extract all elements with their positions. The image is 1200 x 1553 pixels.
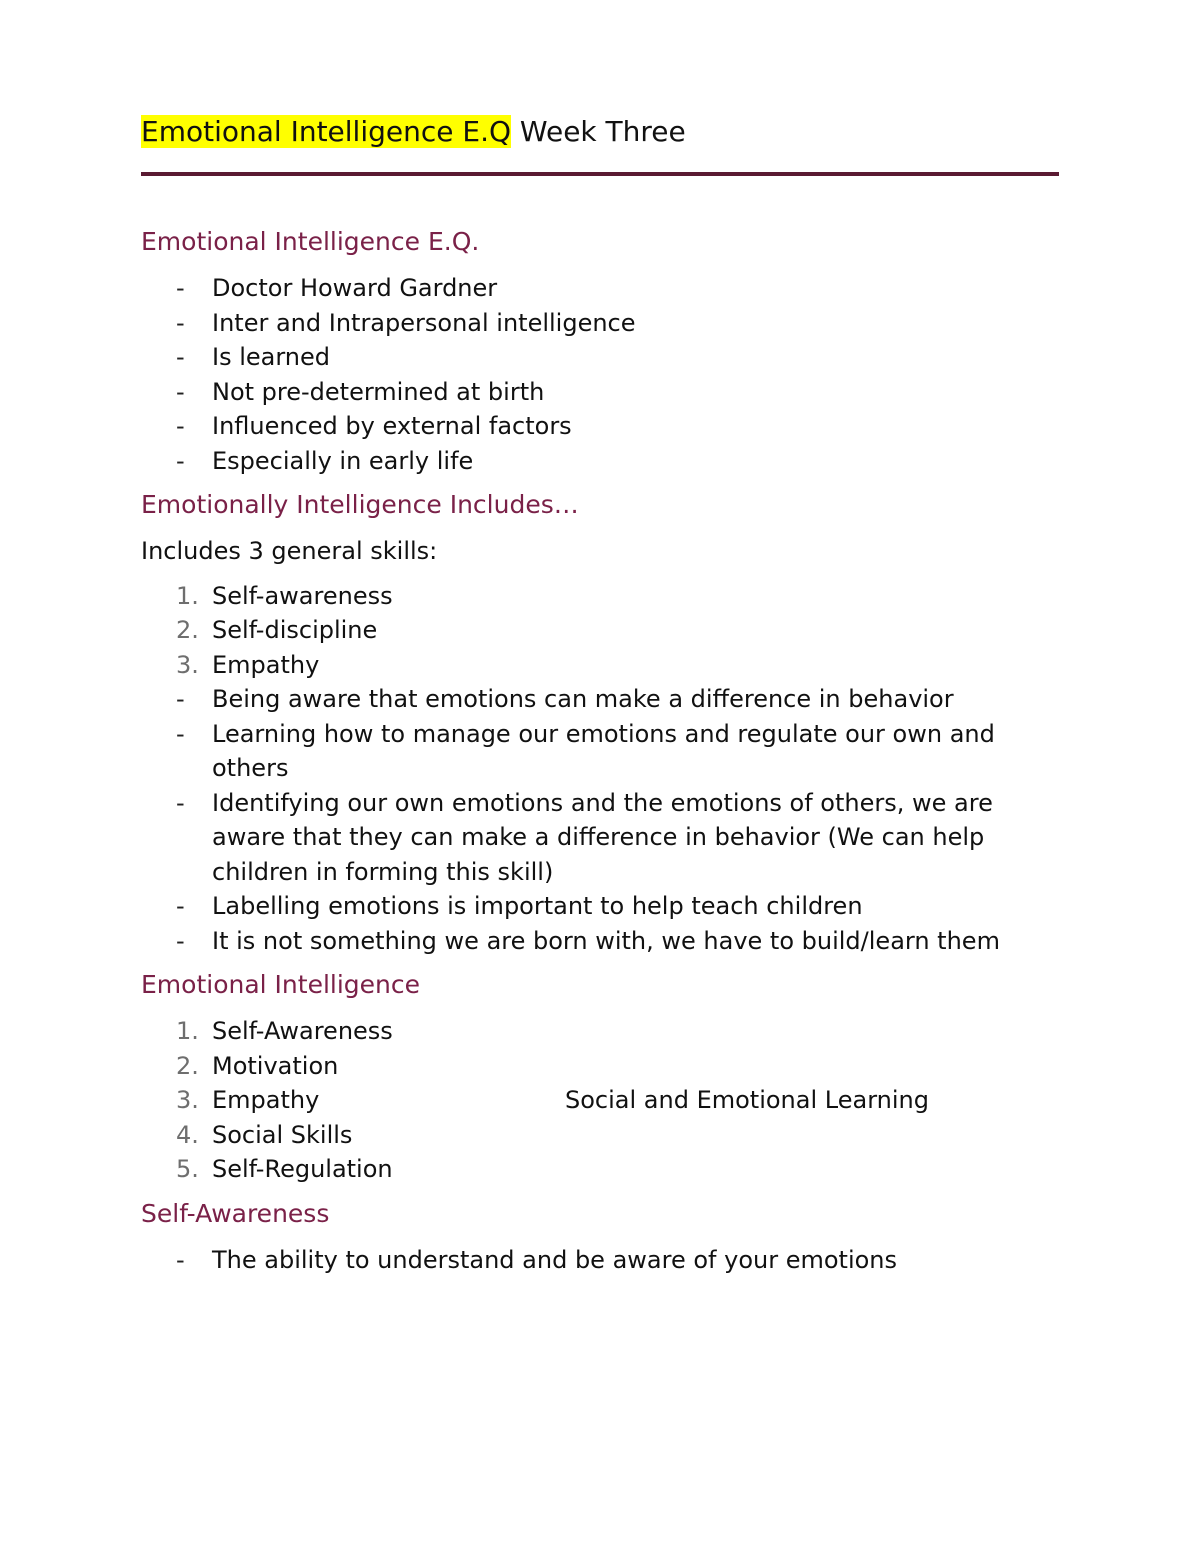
list-item-text: Influenced by external factors — [212, 412, 572, 440]
list-item-text: Being aware that emotions can make a difference in behavior — [212, 685, 954, 713]
document-page — [141, 112, 1061, 1277]
list-item-text: Especially in early life — [212, 446, 474, 475]
dash-marker: - — [176, 788, 185, 817]
title-divider — [141, 172, 1059, 176]
title-rest: Week Three — [511, 115, 686, 148]
numbered-item-text: Social Skills — [212, 1120, 353, 1149]
list-item-text: Not pre-determined at birth — [212, 377, 545, 406]
list-item — [141, 889, 1061, 924]
numbered-item-text: Self-Regulation — [212, 1155, 393, 1183]
list-item — [141, 786, 1061, 890]
numbered-item-text: Motivation — [212, 1051, 339, 1080]
sel-side-note: Social and Emotional Learning — [565, 1086, 929, 1114]
document-title — [141, 112, 1061, 152]
list-item — [141, 340, 1061, 375]
numbered-item — [141, 613, 1061, 648]
numbered-item — [141, 1014, 1061, 1049]
list-item — [141, 717, 1061, 786]
list-item — [141, 306, 1061, 341]
numbered-item-text: Self-discipline — [212, 616, 378, 644]
number-marker: 5. — [176, 1155, 199, 1183]
ei-numbered-list — [141, 1014, 1061, 1187]
section-heading-ei: Emotional Intelligence — [141, 970, 421, 999]
section-heading-self-awareness: Self-Awareness — [141, 1198, 330, 1228]
includes-intro: Includes 3 general skills: — [141, 537, 438, 565]
dash-marker: - — [176, 343, 185, 371]
number-marker: 3. — [176, 650, 199, 679]
title-highlighted: Emotional Intelligence E.Q — [141, 115, 512, 148]
dash-marker: - — [176, 377, 185, 406]
dash-marker: - — [176, 892, 185, 920]
numbered-item — [141, 1049, 1061, 1084]
number-marker: 2. — [176, 1051, 199, 1080]
list-item-text: Is learned — [212, 343, 331, 371]
section-heading-eq: Emotional Intelligence E.Q. — [141, 227, 480, 256]
list-item — [141, 682, 1061, 717]
dash-marker: - — [176, 685, 185, 713]
list-item — [141, 444, 1061, 479]
list-item-text: Learning how to manage our emotions and regulate our own and others — [212, 719, 995, 782]
dash-marker: - — [176, 412, 185, 440]
numbered-item — [141, 579, 1061, 614]
self-awareness-bullet-list — [141, 1243, 1061, 1278]
list-item — [141, 409, 1061, 444]
skills-numbered-list — [141, 579, 1061, 683]
list-item — [141, 375, 1061, 410]
dash-marker: - — [176, 1245, 185, 1274]
list-item-text: Doctor Howard Gardner — [212, 274, 498, 302]
list-item — [141, 271, 1061, 306]
eq-bullet-list — [141, 271, 1061, 478]
numbered-item — [141, 648, 1061, 683]
numbered-item — [141, 1083, 1061, 1118]
number-marker: 1. — [176, 1017, 199, 1045]
number-marker: 2. — [176, 616, 199, 644]
list-item — [141, 1243, 1061, 1278]
list-item-text: Labelling emotions is important to help teach children — [212, 892, 863, 920]
number-marker: 3. — [176, 1086, 199, 1114]
numbered-item-text: Empathy — [212, 1086, 320, 1114]
skills-bullet-list — [141, 682, 1061, 958]
dash-marker: - — [176, 719, 185, 748]
number-marker: 4. — [176, 1120, 199, 1149]
list-item — [141, 924, 1061, 959]
section-heading-includes: Emotionally Intelligence Includes… — [141, 490, 579, 519]
numbered-item — [141, 1152, 1061, 1187]
dash-marker: - — [176, 926, 185, 955]
dash-marker: - — [176, 446, 185, 475]
list-item-text: It is not something we are born with, we have to build/learn them — [212, 926, 1000, 955]
number-marker: 1. — [176, 581, 199, 610]
dash-marker: - — [176, 274, 185, 302]
numbered-item-text: Empathy — [212, 650, 320, 679]
list-item-text: Identifying our own emotions and the emotions of others, we are aware that they can make a difference in behavior (We can help children in forming this skill) — [212, 788, 993, 886]
numbered-item-text: Self-Awareness — [212, 1017, 393, 1045]
list-item-text: Inter and Intrapersonal intelligence — [212, 308, 636, 337]
numbered-item-text: Self-awareness — [212, 581, 393, 610]
dash-marker: - — [176, 308, 185, 337]
list-item-text: The ability to understand and be aware of your emotions — [212, 1245, 898, 1274]
numbered-item — [141, 1118, 1061, 1153]
